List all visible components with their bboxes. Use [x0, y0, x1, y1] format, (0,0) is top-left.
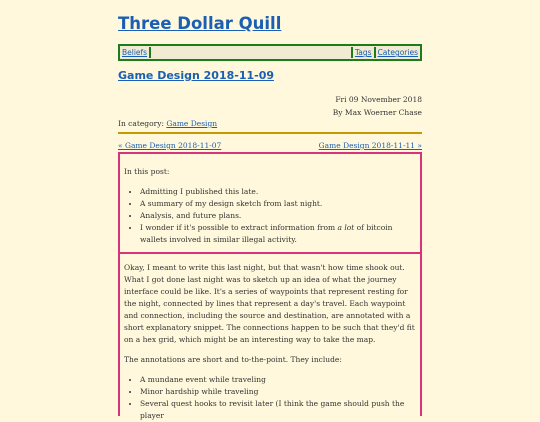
post-body — [118, 152, 422, 420]
site-title-link[interactable]: Three Dollar Quill — [118, 14, 282, 33]
summary-heading: In this post: — [124, 167, 170, 176]
summary-list — [124, 186, 416, 246]
post-date: Fri 09 November 2018 — [335, 95, 422, 104]
body-paragraph: The annotations are short and to-the-point. They include: — [124, 355, 342, 364]
next-post-link[interactable]: Game Design 2018-11-11 » — [318, 141, 422, 150]
post-category — [118, 119, 217, 128]
post-author: By Max Woerner Chase — [332, 108, 422, 117]
category-link[interactable]: Game Design — [166, 119, 218, 128]
section-divider — [120, 252, 420, 254]
annotation-list — [124, 374, 416, 422]
nav-beliefs-link[interactable]: Beliefs — [122, 48, 148, 57]
nav-tags-link[interactable]: Tags — [354, 48, 372, 57]
list-item: • I wonder if it's possible to extract information from a lot of bitcoin wallets involved in similar illegal activity. — [140, 222, 416, 246]
nav-bar — [118, 44, 422, 61]
post-title-link[interactable]: Game Design 2018-11-09 — [118, 69, 275, 82]
divider — [118, 132, 422, 134]
body-paragraph: Okay, I meant to write this last night, but that wasn't how time shook out. What I got done last night was to sketch up an idea of what the journey interface could be like. It's a series of waypoints that represent resting for the night, connected by lines that represent a day's travel. Each waypoint and connection, including the source and destination, are annotated with a short explanatory snippet. The connections happen to be such that they'd fit on a hex grid, which might be an interesting way to take the map. — [124, 263, 415, 344]
list-item: • Admitting I published this late. — [140, 186, 416, 198]
list-item: • A mundane event while traveling — [140, 374, 416, 386]
prev-post-link[interactable]: « Game Design 2018-11-07 — [118, 141, 222, 150]
nav-spacer — [151, 47, 351, 58]
list-item: • A summary of my design sketch from last night. — [140, 198, 416, 210]
post-navigation — [118, 141, 422, 150]
list-item: • Analysis, and future plans. — [140, 210, 416, 222]
list-item: • Minor hardship while traveling — [140, 386, 416, 398]
category-label: In category: — [118, 119, 164, 128]
nav-categories-link[interactable]: Categories — [377, 48, 418, 57]
list-item: • Several quest hooks to revisit later (I think the game should push the player — [140, 398, 416, 422]
